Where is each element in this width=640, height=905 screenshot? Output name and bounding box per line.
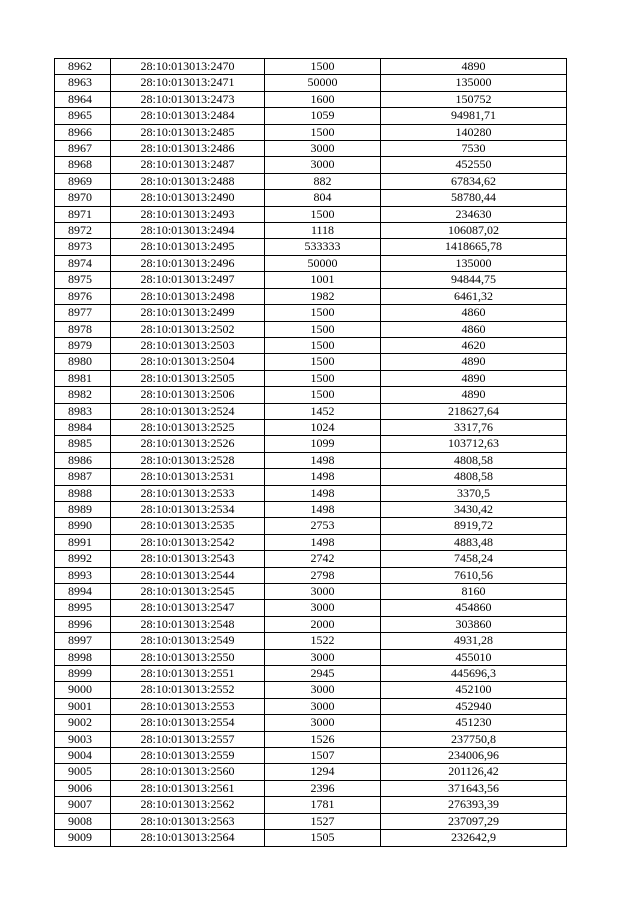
value-cell: 8919,72 (381, 518, 567, 534)
row-number-cell: 8990 (55, 518, 111, 534)
table-row (55, 305, 567, 321)
value-cell: 4808,58 (381, 469, 567, 485)
table-row (55, 830, 567, 846)
row-number-cell: 8963 (55, 75, 111, 91)
row-number-cell: 8976 (55, 288, 111, 304)
row-number-cell: 8996 (55, 616, 111, 632)
row-number-cell: 8991 (55, 534, 111, 550)
cadastral-number-cell: 28:10:013013:2503 (111, 337, 265, 353)
table-row (55, 534, 567, 550)
table-row (55, 272, 567, 288)
cadastral-number-cell: 28:10:013013:2470 (111, 59, 265, 75)
area-cell: 1498 (265, 501, 381, 517)
table-row (55, 731, 567, 747)
table-row (55, 173, 567, 189)
cadastral-number-cell: 28:10:013013:2526 (111, 436, 265, 452)
cadastral-number-cell: 28:10:013013:2499 (111, 305, 265, 321)
table-row (55, 124, 567, 140)
row-number-cell: 8978 (55, 321, 111, 337)
value-cell: 234630 (381, 206, 567, 222)
value-cell: 4890 (381, 59, 567, 75)
value-cell: 67834,62 (381, 173, 567, 189)
area-cell: 3000 (265, 682, 381, 698)
area-cell: 1982 (265, 288, 381, 304)
row-number-cell: 8985 (55, 436, 111, 452)
cadastral-number-cell: 28:10:013013:2534 (111, 501, 265, 517)
cadastral-number-cell: 28:10:013013:2471 (111, 75, 265, 91)
row-number-cell: 8964 (55, 91, 111, 107)
row-number-cell: 9007 (55, 797, 111, 813)
area-cell: 2396 (265, 780, 381, 796)
table-row (55, 452, 567, 468)
table-row (55, 469, 567, 485)
cadastral-number-cell: 28:10:013013:2545 (111, 584, 265, 600)
area-cell: 1781 (265, 797, 381, 813)
table-row (55, 797, 567, 813)
row-number-cell: 8994 (55, 584, 111, 600)
area-cell: 1498 (265, 452, 381, 468)
value-cell: 3430,42 (381, 501, 567, 517)
cadastral-number-cell: 28:10:013013:2549 (111, 633, 265, 649)
value-cell: 4890 (381, 354, 567, 370)
row-number-cell: 9001 (55, 698, 111, 714)
value-cell: 4860 (381, 321, 567, 337)
area-cell: 1024 (265, 419, 381, 435)
area-cell: 1498 (265, 485, 381, 501)
cadastral-number-cell: 28:10:013013:2561 (111, 780, 265, 796)
value-cell: 150752 (381, 91, 567, 107)
value-cell: 4931,28 (381, 633, 567, 649)
value-cell: 455010 (381, 649, 567, 665)
table-row (55, 633, 567, 649)
table-row (55, 141, 567, 157)
value-cell: 140280 (381, 124, 567, 140)
value-cell: 94981,71 (381, 108, 567, 124)
row-number-cell: 8969 (55, 173, 111, 189)
row-number-cell: 8987 (55, 469, 111, 485)
value-cell: 201126,42 (381, 764, 567, 780)
row-number-cell: 8970 (55, 190, 111, 206)
table-row (55, 354, 567, 370)
area-cell: 1527 (265, 813, 381, 829)
value-cell: 4883,48 (381, 534, 567, 550)
value-cell: 135000 (381, 75, 567, 91)
area-cell: 1526 (265, 731, 381, 747)
row-number-cell: 8995 (55, 600, 111, 616)
row-number-cell: 9009 (55, 830, 111, 846)
table-row (55, 600, 567, 616)
row-number-cell: 8965 (55, 108, 111, 124)
area-cell: 2742 (265, 551, 381, 567)
row-number-cell: 8999 (55, 666, 111, 682)
table-row (55, 337, 567, 353)
area-cell: 1600 (265, 91, 381, 107)
area-cell: 1500 (265, 387, 381, 403)
value-cell: 454860 (381, 600, 567, 616)
row-number-cell: 8968 (55, 157, 111, 173)
row-number-cell: 8980 (55, 354, 111, 370)
value-cell: 237097,29 (381, 813, 567, 829)
table-row (55, 584, 567, 600)
table-row (55, 813, 567, 829)
cadastral-number-cell: 28:10:013013:2490 (111, 190, 265, 206)
value-cell: 4860 (381, 305, 567, 321)
row-number-cell: 8975 (55, 272, 111, 288)
area-cell: 1500 (265, 59, 381, 75)
cadastral-number-cell: 28:10:013013:2563 (111, 813, 265, 829)
row-number-cell: 8977 (55, 305, 111, 321)
row-number-cell: 9004 (55, 748, 111, 764)
row-number-cell: 8967 (55, 141, 111, 157)
cadastral-number-cell: 28:10:013013:2506 (111, 387, 265, 403)
value-cell: 1418665,78 (381, 239, 567, 255)
row-number-cell: 8966 (55, 124, 111, 140)
row-number-cell: 9002 (55, 715, 111, 731)
table-row (55, 518, 567, 534)
cadastral-number-cell: 28:10:013013:2505 (111, 370, 265, 386)
table-row (55, 501, 567, 517)
table-row (55, 551, 567, 567)
document-table-container (54, 58, 566, 847)
table-row (55, 108, 567, 124)
table-row (55, 616, 567, 632)
cadastral-number-cell: 28:10:013013:2487 (111, 157, 265, 173)
row-number-cell: 9008 (55, 813, 111, 829)
cadastral-number-cell: 28:10:013013:2486 (111, 141, 265, 157)
cadastral-number-cell: 28:10:013013:2525 (111, 419, 265, 435)
value-cell: 7530 (381, 141, 567, 157)
cadastral-number-cell: 28:10:013013:2496 (111, 255, 265, 271)
cadastral-number-cell: 28:10:013013:2484 (111, 108, 265, 124)
area-cell: 1498 (265, 534, 381, 550)
table-row (55, 223, 567, 239)
area-cell: 2945 (265, 666, 381, 682)
row-number-cell: 8998 (55, 649, 111, 665)
table-row (55, 649, 567, 665)
value-cell: 3370,5 (381, 485, 567, 501)
area-cell: 1500 (265, 337, 381, 353)
cadastral-number-cell: 28:10:013013:2498 (111, 288, 265, 304)
cadastral-number-cell: 28:10:013013:2531 (111, 469, 265, 485)
cadastral-number-cell: 28:10:013013:2560 (111, 764, 265, 780)
cadastral-number-cell: 28:10:013013:2564 (111, 830, 265, 846)
value-cell: 103712,63 (381, 436, 567, 452)
cadastral-number-cell: 28:10:013013:2559 (111, 748, 265, 764)
cadastral-number-cell: 28:10:013013:2528 (111, 452, 265, 468)
cadastral-number-cell: 28:10:013013:2553 (111, 698, 265, 714)
value-cell: 4808,58 (381, 452, 567, 468)
row-number-cell: 8973 (55, 239, 111, 255)
value-cell: 94844,75 (381, 272, 567, 288)
area-cell: 882 (265, 173, 381, 189)
table-row (55, 419, 567, 435)
area-cell: 533333 (265, 239, 381, 255)
area-cell: 50000 (265, 255, 381, 271)
area-cell: 3000 (265, 698, 381, 714)
row-number-cell: 9006 (55, 780, 111, 796)
value-cell: 371643,56 (381, 780, 567, 796)
area-cell: 3000 (265, 141, 381, 157)
table-row (55, 698, 567, 714)
table-row (55, 387, 567, 403)
table-row (55, 255, 567, 271)
value-cell: 452100 (381, 682, 567, 698)
row-number-cell: 8982 (55, 387, 111, 403)
area-cell: 1498 (265, 469, 381, 485)
value-cell: 276393,39 (381, 797, 567, 813)
value-cell: 3317,76 (381, 419, 567, 435)
area-cell: 1500 (265, 354, 381, 370)
area-cell: 3000 (265, 649, 381, 665)
value-cell: 451230 (381, 715, 567, 731)
row-number-cell: 9005 (55, 764, 111, 780)
cadastral-number-cell: 28:10:013013:2551 (111, 666, 265, 682)
row-number-cell: 8989 (55, 501, 111, 517)
table-row (55, 715, 567, 731)
value-cell: 7610,56 (381, 567, 567, 583)
cadastral-number-cell: 28:10:013013:2485 (111, 124, 265, 140)
cadastral-number-cell: 28:10:013013:2542 (111, 534, 265, 550)
row-number-cell: 8992 (55, 551, 111, 567)
cadastral-number-cell: 28:10:013013:2533 (111, 485, 265, 501)
cadastral-number-cell: 28:10:013013:2544 (111, 567, 265, 583)
area-cell: 1059 (265, 108, 381, 124)
table-row (55, 748, 567, 764)
value-cell: 106087,02 (381, 223, 567, 239)
cadastral-number-cell: 28:10:013013:2562 (111, 797, 265, 813)
table-row (55, 59, 567, 75)
table-row (55, 780, 567, 796)
table-row (55, 485, 567, 501)
value-cell: 218627,64 (381, 403, 567, 419)
cadastral-number-cell: 28:10:013013:2557 (111, 731, 265, 747)
table-row (55, 321, 567, 337)
value-cell: 232642,9 (381, 830, 567, 846)
area-cell: 804 (265, 190, 381, 206)
row-number-cell: 8997 (55, 633, 111, 649)
value-cell: 4890 (381, 387, 567, 403)
area-cell: 1500 (265, 124, 381, 140)
row-number-cell: 8986 (55, 452, 111, 468)
table-row (55, 206, 567, 222)
area-cell: 1507 (265, 748, 381, 764)
row-number-cell: 8971 (55, 206, 111, 222)
row-number-cell: 8974 (55, 255, 111, 271)
area-cell: 1500 (265, 321, 381, 337)
area-cell: 3000 (265, 157, 381, 173)
value-cell: 8160 (381, 584, 567, 600)
table-row (55, 91, 567, 107)
value-cell: 445696,3 (381, 666, 567, 682)
table-row (55, 764, 567, 780)
value-cell: 58780,44 (381, 190, 567, 206)
value-cell: 234006,96 (381, 748, 567, 764)
area-cell: 50000 (265, 75, 381, 91)
row-number-cell: 8979 (55, 337, 111, 353)
area-cell: 1500 (265, 206, 381, 222)
table-row (55, 682, 567, 698)
value-cell: 303860 (381, 616, 567, 632)
value-cell: 237750,8 (381, 731, 567, 747)
area-cell: 1522 (265, 633, 381, 649)
row-number-cell: 8981 (55, 370, 111, 386)
parcel-table (54, 58, 567, 847)
cadastral-number-cell: 28:10:013013:2494 (111, 223, 265, 239)
cadastral-number-cell: 28:10:013013:2473 (111, 91, 265, 107)
row-number-cell: 9003 (55, 731, 111, 747)
cadastral-number-cell: 28:10:013013:2552 (111, 682, 265, 698)
cadastral-number-cell: 28:10:013013:2535 (111, 518, 265, 534)
cadastral-number-cell: 28:10:013013:2493 (111, 206, 265, 222)
cadastral-number-cell: 28:10:013013:2504 (111, 354, 265, 370)
table-row (55, 157, 567, 173)
area-cell: 1118 (265, 223, 381, 239)
table-row (55, 403, 567, 419)
cadastral-number-cell: 28:10:013013:2543 (111, 551, 265, 567)
parcel-table-body (55, 59, 567, 847)
value-cell: 4890 (381, 370, 567, 386)
cadastral-number-cell: 28:10:013013:2497 (111, 272, 265, 288)
table-row (55, 190, 567, 206)
table-row (55, 666, 567, 682)
area-cell: 3000 (265, 600, 381, 616)
cadastral-number-cell: 28:10:013013:2495 (111, 239, 265, 255)
cadastral-number-cell: 28:10:013013:2524 (111, 403, 265, 419)
cadastral-number-cell: 28:10:013013:2502 (111, 321, 265, 337)
area-cell: 3000 (265, 715, 381, 731)
table-row (55, 370, 567, 386)
row-number-cell: 8962 (55, 59, 111, 75)
area-cell: 1294 (265, 764, 381, 780)
area-cell: 1099 (265, 436, 381, 452)
row-number-cell: 8983 (55, 403, 111, 419)
cadastral-number-cell: 28:10:013013:2550 (111, 649, 265, 665)
row-number-cell: 9000 (55, 682, 111, 698)
value-cell: 135000 (381, 255, 567, 271)
row-number-cell: 8984 (55, 419, 111, 435)
row-number-cell: 8993 (55, 567, 111, 583)
area-cell: 1452 (265, 403, 381, 419)
value-cell: 452940 (381, 698, 567, 714)
value-cell: 4620 (381, 337, 567, 353)
value-cell: 6461,32 (381, 288, 567, 304)
value-cell: 7458,24 (381, 551, 567, 567)
table-row (55, 239, 567, 255)
area-cell: 1001 (265, 272, 381, 288)
area-cell: 1500 (265, 370, 381, 386)
cadastral-number-cell: 28:10:013013:2547 (111, 600, 265, 616)
area-cell: 1505 (265, 830, 381, 846)
area-cell: 1500 (265, 305, 381, 321)
area-cell: 2798 (265, 567, 381, 583)
table-row (55, 436, 567, 452)
cadastral-number-cell: 28:10:013013:2548 (111, 616, 265, 632)
row-number-cell: 8988 (55, 485, 111, 501)
table-row (55, 75, 567, 91)
area-cell: 2753 (265, 518, 381, 534)
table-row (55, 288, 567, 304)
area-cell: 2000 (265, 616, 381, 632)
cadastral-number-cell: 28:10:013013:2488 (111, 173, 265, 189)
table-row (55, 567, 567, 583)
area-cell: 3000 (265, 584, 381, 600)
cadastral-number-cell: 28:10:013013:2554 (111, 715, 265, 731)
value-cell: 452550 (381, 157, 567, 173)
row-number-cell: 8972 (55, 223, 111, 239)
